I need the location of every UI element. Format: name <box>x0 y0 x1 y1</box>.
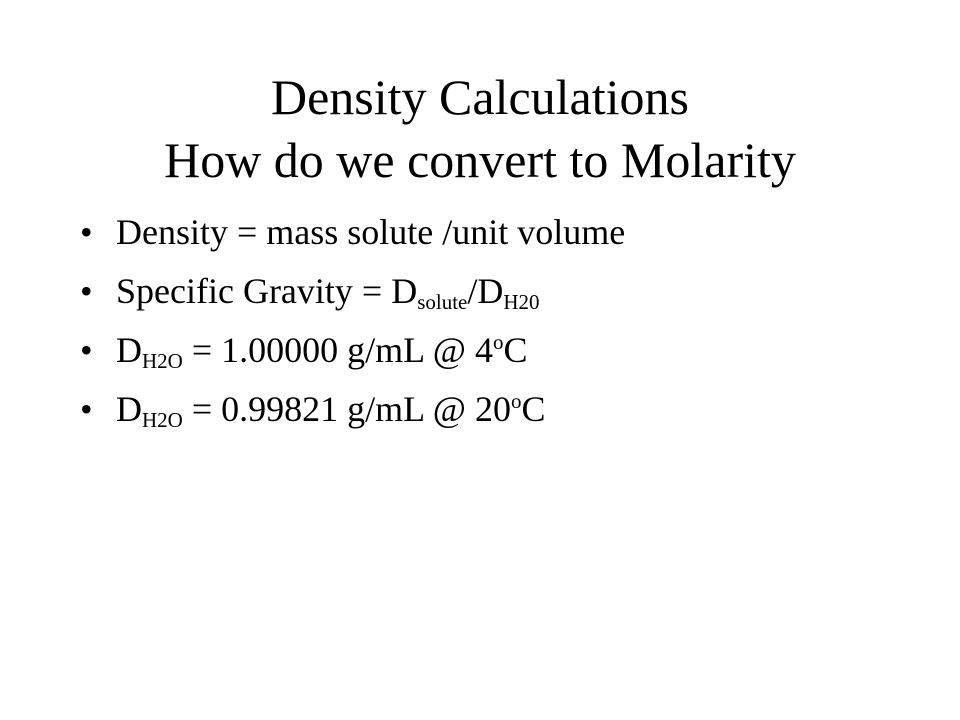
solute-subscript: solute <box>417 290 468 314</box>
water-density-symbol: D <box>116 389 142 429</box>
water-density-subscript: H2O <box>142 349 183 373</box>
bullet-density-definition <box>80 212 625 252</box>
water-subscript: H20 <box>503 290 540 314</box>
density-definition-text: Density = mass solute /unit volume <box>116 212 626 252</box>
title-line-2: How do we convert to Molarity <box>164 132 796 188</box>
bullet-water-density-20c <box>80 389 625 432</box>
water-density-subscript: H2O <box>142 408 183 432</box>
bullet-list <box>80 212 625 448</box>
water-density-value-20c: = 0.99821 g/mL @ 20 <box>182 389 511 429</box>
bullet-dot-icon: • <box>80 330 93 370</box>
slide-title <box>0 66 960 192</box>
bullet-specific-gravity <box>80 271 625 314</box>
degree-superscript: o <box>510 389 522 413</box>
bullet-dot-icon: • <box>80 389 93 429</box>
bullet-dot-icon: • <box>80 271 93 311</box>
bullet-water-density-4c <box>80 330 625 373</box>
water-density-value-4c: = 1.00000 g/mL @ 4 <box>182 330 493 370</box>
celsius-unit: C <box>521 389 546 429</box>
specific-gravity-divider: /D <box>467 271 504 311</box>
celsius-unit: C <box>503 330 528 370</box>
bullet-dot-icon: • <box>80 212 93 252</box>
title-line-1: Density Calculations <box>271 69 689 125</box>
degree-superscript: o <box>492 330 504 354</box>
specific-gravity-prefix: Specific Gravity = D <box>116 271 418 311</box>
water-density-symbol: D <box>116 330 142 370</box>
